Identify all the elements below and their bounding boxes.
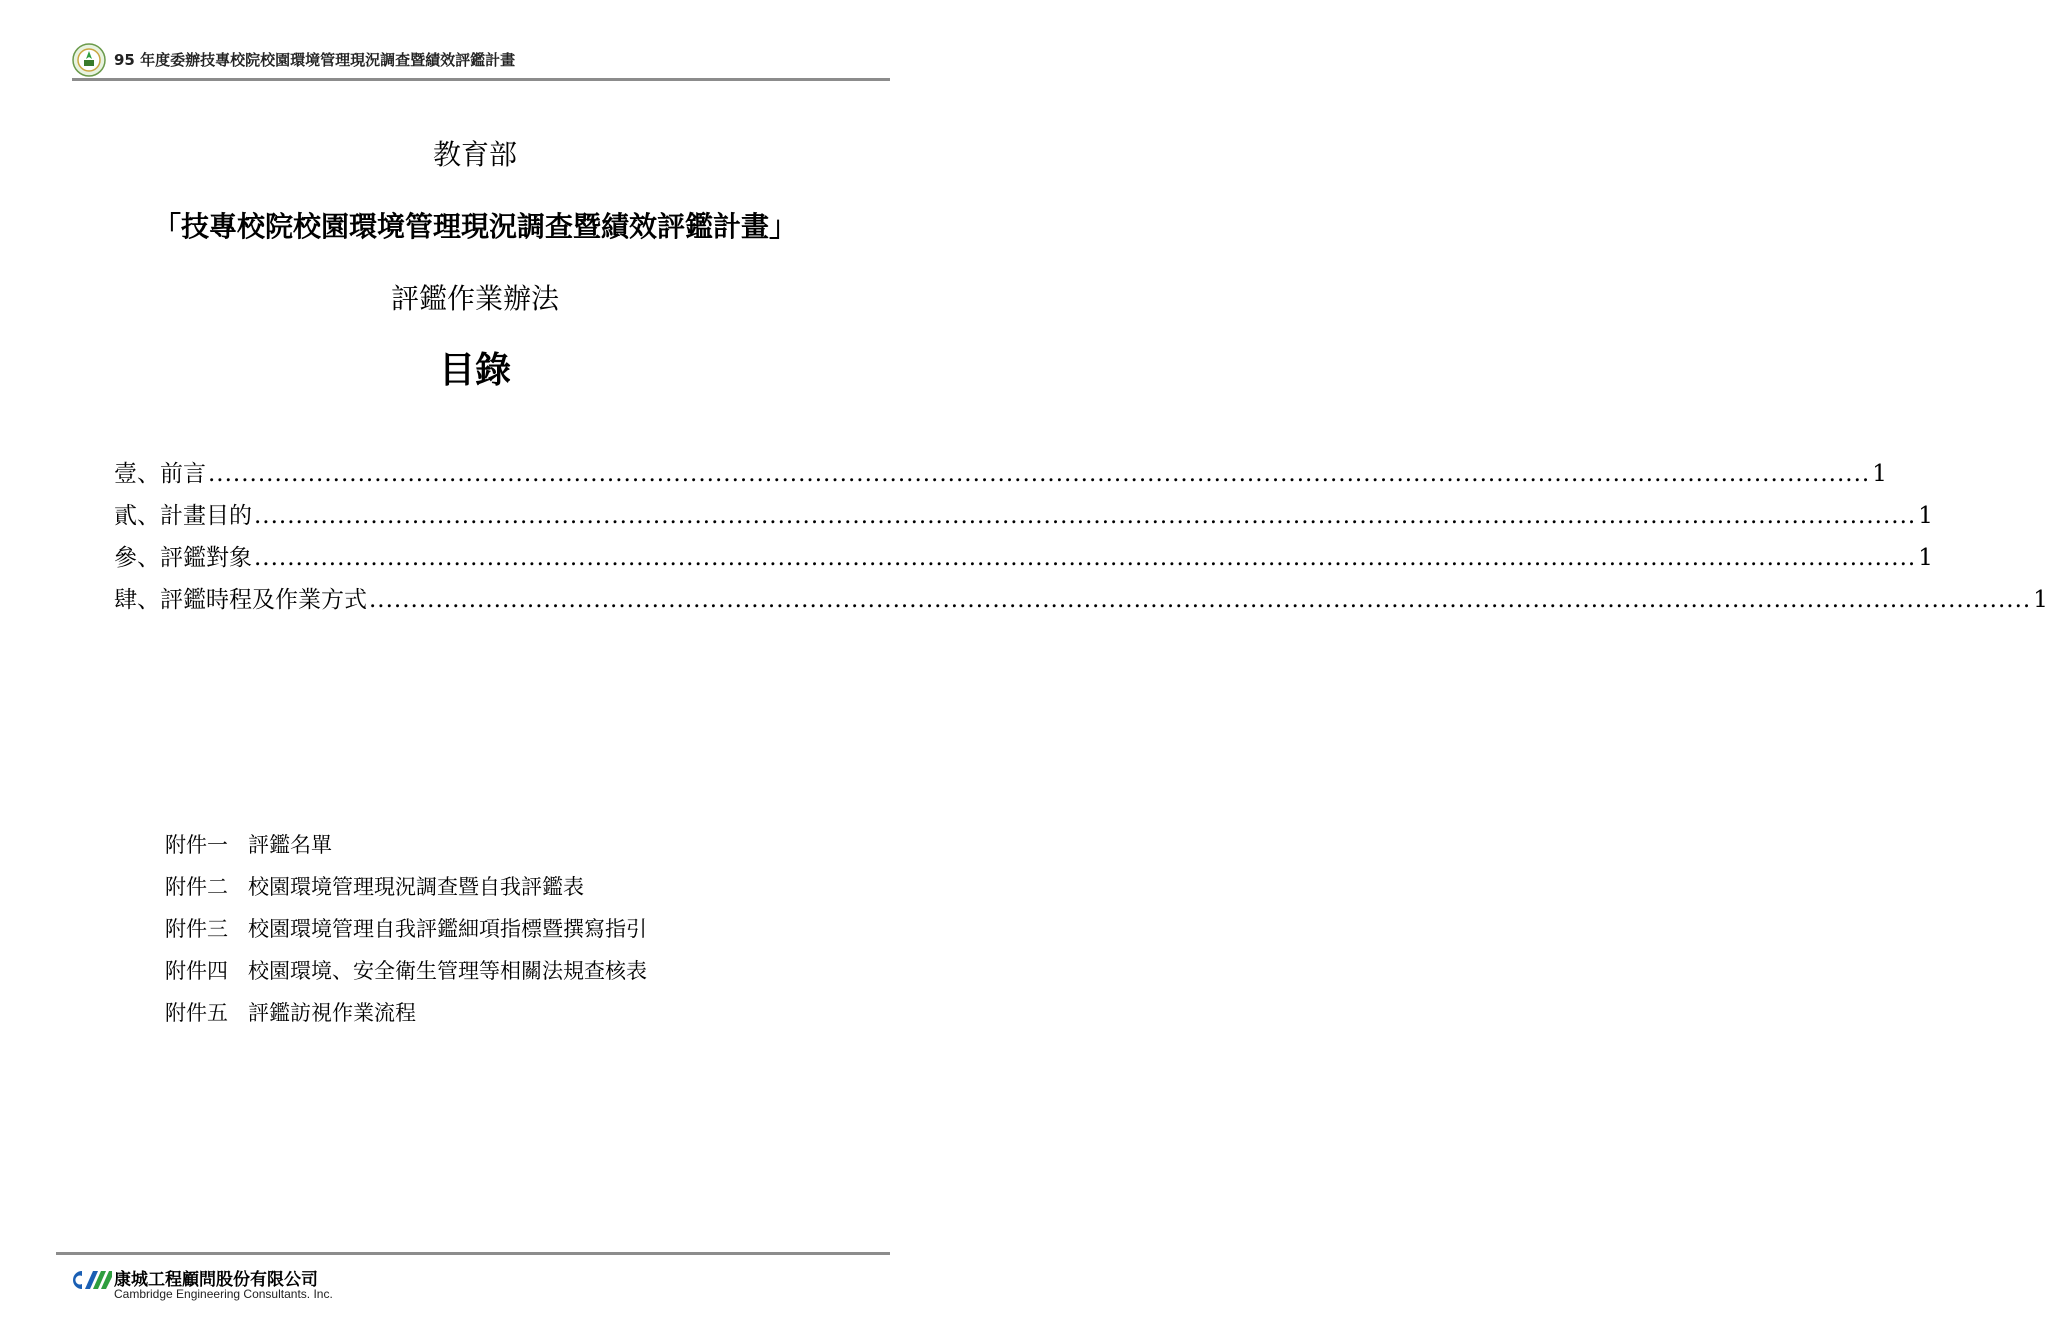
project-title: 「技專校院校園環境管理現況調查暨績效評鑑計畫」 xyxy=(152,210,797,243)
attachment-item xyxy=(165,829,647,871)
toc-dot-leader: ........................................................................................................................................................................................................ xyxy=(254,545,1917,571)
company-name-en: Cambridge Engineering Consultants. Inc. xyxy=(114,1287,333,1301)
toc-entry-page: 1 xyxy=(1918,503,1933,529)
toc-dot-leader: ........................................................................................................................................................................................................ xyxy=(369,587,2032,613)
attachment-title: 校園環境管理自我評鑑細項指標暨撰寫指引 xyxy=(248,917,647,941)
attachment-item xyxy=(165,955,647,997)
toc-entry-page: 1 xyxy=(1872,461,1887,487)
company-name-zh: 康城工程顧問股份有限公司 xyxy=(114,1270,318,1290)
toc-entry-page: 1 xyxy=(1918,545,1933,571)
attachment-number: 附件一 xyxy=(165,833,228,857)
toc-entry[interactable] xyxy=(114,497,1933,539)
attachment-title: 校園環境管理現況調查暨自我評鑑表 xyxy=(248,875,584,899)
toc-dot-leader: ........................................................................................................................................................................................................ xyxy=(208,461,1871,487)
toc-entry[interactable] xyxy=(114,581,2048,623)
attachment-list xyxy=(165,829,647,1039)
toc-entry[interactable] xyxy=(114,455,1887,497)
attachment-number: 附件二 xyxy=(165,875,228,899)
toc-entry-label: 貳、計畫目的 xyxy=(114,503,252,529)
toc-entry-label: 肆、評鑑時程及作業方式 xyxy=(114,587,367,613)
attachment-number: 附件五 xyxy=(165,1001,228,1025)
toc-dot-leader: ........................................................................................................................................................................................................ xyxy=(254,503,1917,529)
document-subtitle: 評鑑作業辦法 xyxy=(390,282,559,315)
header-title: 95 年度委辦技專校院校園環境管理現況調查暨績效評鑑計畫 xyxy=(114,51,516,69)
ministry-seal-icon xyxy=(72,43,106,77)
attachment-item xyxy=(165,871,647,913)
attachment-number: 附件三 xyxy=(165,917,228,941)
table-of-contents xyxy=(114,455,2048,623)
toc-entry-label: 壹、前言 xyxy=(114,461,206,487)
attachment-title: 評鑑訪視作業流程 xyxy=(248,1001,416,1025)
attachment-item xyxy=(165,913,647,955)
toc-entry-label: 參、評鑑對象 xyxy=(114,545,252,571)
attachment-item xyxy=(165,997,647,1039)
toc-heading: 目錄 xyxy=(438,349,511,391)
company-logo-icon xyxy=(68,1269,112,1291)
attachment-title: 校園環境、安全衛生管理等相關法規查核表 xyxy=(248,959,647,983)
attachment-number: 附件四 xyxy=(165,959,228,983)
page-header xyxy=(72,42,890,81)
ministry-name: 教育部 xyxy=(432,138,517,171)
toc-entry[interactable] xyxy=(114,539,1933,581)
page-footer xyxy=(56,1252,890,1301)
toc-entry-page: 1 xyxy=(2033,587,2048,613)
attachment-title: 評鑑名單 xyxy=(248,833,332,857)
